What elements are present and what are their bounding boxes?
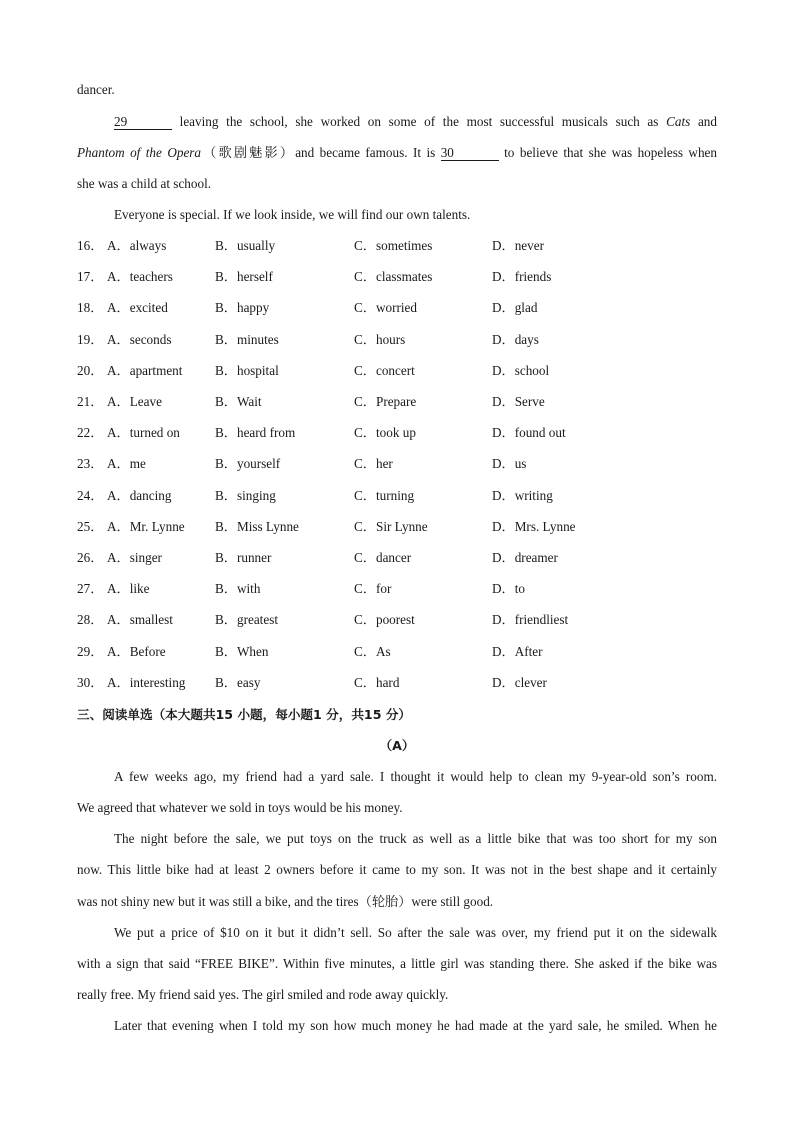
option-a: A．turned on xyxy=(107,425,180,441)
option-d: D．found out xyxy=(492,425,566,441)
option-d: D．days xyxy=(492,331,539,347)
option-b: B．Wait xyxy=(215,394,262,409)
question-number: 16． xyxy=(77,238,104,253)
option-b: B．runner xyxy=(215,550,272,565)
option-d: D．After xyxy=(492,643,543,659)
reading-line: We agreed that whatever we sold in toys would be his money. xyxy=(77,800,403,815)
reading-line: A few weeks ago, my friend had a yard sale. I thought it would help to clean my 9-year-old son’s room. xyxy=(114,769,717,784)
option-d: D．clever xyxy=(492,674,547,690)
option-b: B．usually xyxy=(215,238,276,253)
question-number: 25． xyxy=(77,518,104,534)
reading-line: The night before the sale, we put toys on the truck as well as a little bike that was too short for my son xyxy=(114,831,717,846)
option-b: B．Miss Lynne xyxy=(215,518,299,534)
option-b: B．with xyxy=(215,581,261,597)
option-c: C．Prepare xyxy=(354,394,417,409)
question-number: 19． xyxy=(77,331,104,347)
title-cats: Cats xyxy=(666,114,691,129)
option-a: A．seconds xyxy=(107,331,172,347)
option-b: B．yourself xyxy=(215,456,281,472)
question-number: 29． xyxy=(77,643,104,659)
option-a: A．like xyxy=(107,581,150,597)
passage-text: and xyxy=(690,114,717,129)
option-b: B．happy xyxy=(215,300,270,316)
option-c: C．classmates xyxy=(354,269,433,285)
option-c: C．As xyxy=(354,643,391,659)
reading-line: was not shiny new but it was still a bike, and the tires（轮胎）were still good. xyxy=(77,894,494,909)
option-b: B．minutes xyxy=(215,331,279,347)
option-a: A．singer xyxy=(107,550,162,565)
reading-line: We put a price of $10 on it but it didn’t sell. So after the sale was over, my friend put it on the sidewalk xyxy=(114,925,717,940)
passage-line xyxy=(114,114,717,130)
option-d: D．glad xyxy=(492,300,538,316)
question-number: 26． xyxy=(77,550,104,565)
question-number: 22． xyxy=(77,425,104,441)
option-d: D．never xyxy=(492,238,544,253)
option-b: B．greatest xyxy=(215,612,278,628)
option-c: C．hours xyxy=(354,331,406,347)
section-title: 三、阅读单选（本大题共15 小题，每小题1 分，共15 分） xyxy=(77,707,412,722)
option-a: A．Before xyxy=(107,643,166,659)
option-a: A．interesting xyxy=(107,674,186,690)
option-c: C．dancer xyxy=(354,550,412,565)
option-d: D．us xyxy=(492,456,527,472)
passage-text: （歌剧魅影）and became famous. It is xyxy=(201,145,441,160)
option-c: C．concert xyxy=(354,362,415,378)
option-a: A．teachers xyxy=(107,269,173,285)
option-c: C．Sir Lynne xyxy=(354,518,428,534)
option-b: B．easy xyxy=(215,674,261,690)
option-b: B．When xyxy=(215,643,269,659)
reading-line: now. This little bike had at least 2 owners before it came to my son. It was not in the best shape and it certainly xyxy=(77,862,717,877)
subsection-title: （A） xyxy=(379,738,415,753)
passage-text: to believe that she was hopeless when xyxy=(498,145,717,160)
option-c: C．for xyxy=(354,581,392,597)
option-c: C．worried xyxy=(354,300,417,316)
question-number: 18． xyxy=(77,300,104,316)
question-number: 28． xyxy=(77,612,104,628)
option-a: A．always xyxy=(107,238,167,253)
option-a: A．apartment xyxy=(107,362,183,378)
option-c: C．took up xyxy=(354,425,416,441)
question-number: 24． xyxy=(77,487,104,503)
option-c: C．poorest xyxy=(354,612,415,628)
option-a: A．me xyxy=(107,456,146,472)
passage-line: Everyone is special. If we look inside, we will find our own talents. xyxy=(114,207,471,222)
option-b: B．singing xyxy=(215,487,276,503)
reading-line: really free. My friend said yes. The girl smiled and rode away quickly. xyxy=(77,987,449,1002)
option-b: B．hospital xyxy=(215,362,279,378)
option-a: A．Mr. Lynne xyxy=(107,518,185,534)
option-d: D．to xyxy=(492,581,525,597)
option-d: D．friendliest xyxy=(492,612,569,628)
reading-line: Later that evening when I told my son how much money he had made at the yard sale, he smiled. When he xyxy=(114,1018,717,1033)
title-phantom: Phantom of the Opera xyxy=(77,145,202,160)
option-d: D．Mrs. Lynne xyxy=(492,518,576,534)
reading-line: with a sign that said “FREE BIKE”. Within five minutes, a little girl was standing there. She asked if the bike was xyxy=(77,956,717,971)
option-c: C．her xyxy=(354,456,393,472)
question-number: 17． xyxy=(77,269,104,285)
blank-29: 29 xyxy=(114,115,172,130)
option-a: A．Leave xyxy=(107,394,162,409)
passage-line xyxy=(77,145,717,161)
option-d: D．friends xyxy=(492,269,552,285)
option-d: D．writing xyxy=(492,487,553,503)
blank-30: 30 xyxy=(441,146,499,161)
option-d: D．Serve xyxy=(492,394,545,409)
question-number: 27． xyxy=(77,581,104,597)
question-number: 20． xyxy=(77,362,104,378)
option-a: A．excited xyxy=(107,300,168,316)
option-c: C．turning xyxy=(354,487,415,503)
option-b: B．herself xyxy=(215,269,273,285)
question-number: 21． xyxy=(77,394,104,409)
option-a: A．dancing xyxy=(107,487,172,503)
option-d: D．school xyxy=(492,362,550,378)
passage-line: she was a child at school. xyxy=(77,176,212,191)
passage-text: leaving the school, she worked on some of the most successful musicals such as xyxy=(172,114,667,129)
question-number: 23． xyxy=(77,456,104,472)
option-c: C．sometimes xyxy=(354,238,433,253)
option-b: B．heard from xyxy=(215,425,296,441)
passage-line: dancer. xyxy=(77,82,115,97)
option-a: A．smallest xyxy=(107,612,173,628)
option-c: C．hard xyxy=(354,674,400,690)
question-number: 30． xyxy=(77,674,104,690)
option-d: D．dreamer xyxy=(492,550,558,565)
